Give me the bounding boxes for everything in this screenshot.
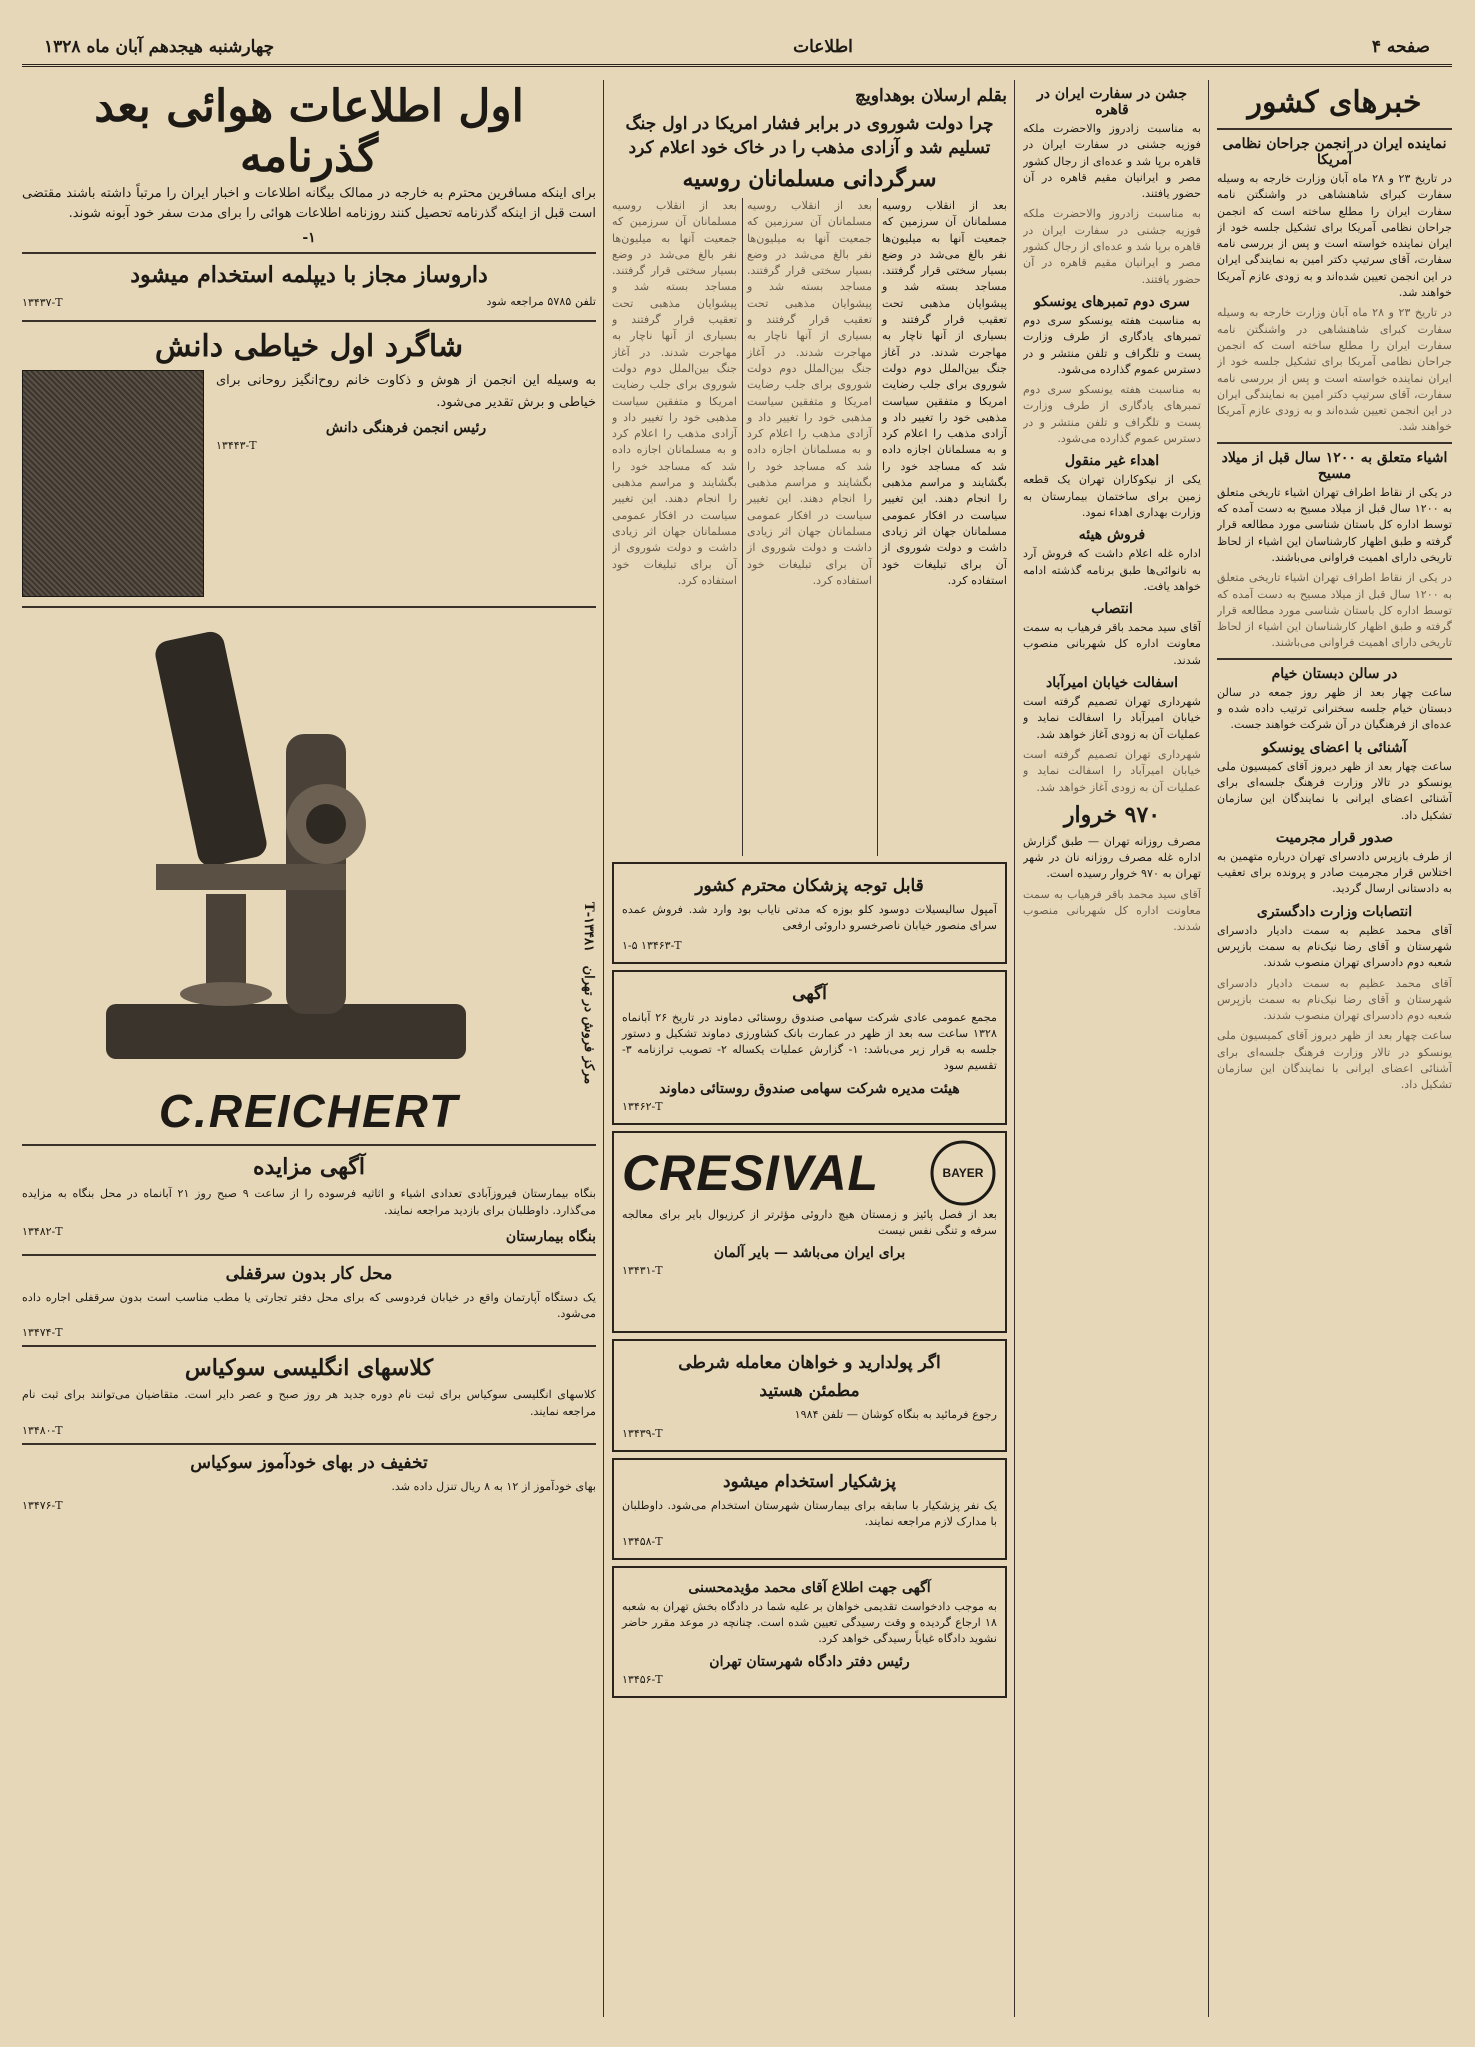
- story-title: اسفالت خیابان امیرآباد: [1046, 675, 1178, 692]
- article-text: بعد از انقلاب روسیه مسلمانان آن سرزمین که جمعیت آنها به میلیون‌ها نفر بالغ می‌شد در وضع بسیار سختی قرار گرفتند. مساجد بسته شد و پیشوایان مذهبی تحت تعقیب قرار گرفتند و بسیاری از آنها ناچار به مهاجرت شدند. در آغاز جنگ بین‌الملل دوم دولت شوروی برای جلب رضایت امریکا و متفقین سیاست مذهبی خود را تغییر داد و آزادی مذهب را اعلام کرد و به مسلمانان اجازه داده شد که مساجد خود را بگشایند و مراسم مذهبی را انجام دهند. این تغییر سیاست در افکار عمومی مسلمانان جهان اثر زیادی داشت و دولت شوروی از آن برای تبلیغات خود استفاده کرد.: [882, 199, 1007, 587]
- tailor-ad-code: ۱۳۴۴۳-T: [216, 439, 257, 453]
- office-ad-text: یک دستگاه آپارتمان واقع در خیابان فردوسی که برای محل دفتر تجارتی یا مطب مناسب است بدون سرقفلی اجاره داده می‌شود.: [22, 1290, 596, 1321]
- ad-text: به موجب دادخواست تقدیمی خواهان بر علیه شما در دادگاه بخش تهران به شعبه ۱۸ ارجاع گردیده و وقت رسیدگی تعیین شده است. چنانچه در موعد مقرر حاضر نشوید دادگاه غیاباً رسیدگی خواهد کرد.: [622, 1599, 997, 1646]
- story-title: صدور قرار مجرمیت: [1275, 829, 1394, 846]
- office-ad-title: محل کار بدون سرقفلی: [225, 1263, 393, 1284]
- story-text: مصرف روزانه تهران — طبق گزارش اداره غله مصرف روزانه نان در شهر تهران به ۹۷۰ خروار رسیده است.: [1023, 834, 1201, 881]
- airmail-intro: برای اینکه مسافرین محترم به خارجه در ممالک بیگانه اطلاعات و اخبار ایران را مرتباً داشته باشند مقتضی است قبل از اینکه گذرنامه تحصیل کنند روزنامه اطلاعات هوائی را برای مدت سفر خود آبونه شوند.: [22, 186, 596, 221]
- masthead: [22, 30, 1452, 67]
- story-title: اهداء غیر منقول: [1064, 453, 1160, 470]
- article-text: بعد از انقلاب روسیه مسلمانان آن سرزمین که جمعیت آنها به میلیون‌ها نفر بالغ می‌شد در وضع بسیار سختی قرار گرفتند. مساجد بسته شد و پیشوایان مذهبی تحت تعقیب قرار گرفتند و بسیاری از آنها ناچار به مهاجرت شدند. در آغاز جنگ بین‌الملل دوم دولت شوروی برای جلب رضایت امریکا و متفقین سیاست مذهبی خود را تغییر داد و آزادی مذهب را اعلام کرد و به مسلمانان اجازه داده شد که مساجد خود را بگشایند و مراسم مذهبی را انجام دهند. این تغییر سیاست در افکار عمومی مسلمانان جهان اثر زیادی داشت و دولت شوروی از آن برای تبلیغات خود استفاده کرد.: [612, 199, 737, 587]
- ad-text: آمپول سالیسیلات دوسود کلو بوزه که مدتی نایاب بود وارد شد. فروش عمده سرای منصور خیابان ناصرخسرو داروئی ارفعی: [622, 903, 997, 933]
- story-text: در تاریخ ۲۳ و ۲۸ ماه آبان وزارت خارجه به وسیله سفارت کبرای شاهنشاهی در واشنگتن نامه سفارت ایران را مطلع ساخته است که انجمن جراحان نظامی آمریکا برای تشکیل جلسه خود از ایران نماینده خواسته است و پس از بررسی نامه سفارت، آقای سرتیپ دکتر امین به نمایندگی ایران در این انجمن تعیین شده‌اند و به زودی عازم آمریکا خواهند شد.: [1217, 306, 1452, 434]
- ad-conditional-deal: [612, 1339, 1007, 1452]
- ad-medic-hiring: [612, 1458, 1007, 1560]
- microscope-caption: مرکز فروش در تهران: [581, 965, 596, 1085]
- ad-code: ۱-۵ ۱۳۴۶۳-T: [622, 938, 682, 952]
- english-class-ad-title: کلاسهای انگلیسی سوکیاس: [184, 1355, 434, 1382]
- ad-court-notice: [612, 1566, 1007, 1698]
- microscope-code: ۱۳۴۸۱-T: [581, 902, 596, 953]
- ad-cresival: [612, 1131, 1007, 1333]
- tailor-ad-signature: رئیس انجمن فرهنگی دانش: [325, 420, 487, 437]
- ad-code: ۱۳۴۵۸-T: [622, 1534, 663, 1548]
- article-subtitle: سرگردانی مسلمانان روسیه: [682, 166, 937, 192]
- english-class-ad-code: ۱۳۴۸۰-T: [22, 1424, 63, 1438]
- story-text: شهرداری تهران تصمیم گرفته است خیابان امیرآباد را اسفالت نماید و عملیات آن به زودی آغاز خواهد شد.: [1023, 695, 1201, 741]
- pharmacist-ad-code: ۱۳۴۳۷-T: [22, 296, 63, 309]
- story-title: ۹۷۰ خروار: [1063, 801, 1161, 828]
- reichert-microscope-ad: [22, 614, 596, 1084]
- english-class-ad-text: کلاسهای انگلیسی سوکیاس برای ثبت نام دوره جدید هر روز صبح و عصر دایر است. متقاضیان می‌توانند برای ثبت نام مراجعه نمایند.: [22, 1388, 596, 1418]
- column-domestic-news: [1217, 80, 1452, 2017]
- story-text: آقای سید محمد باقر فرهیاب به سمت معاونت اداره کل شهربانی منصوب شدند.: [1023, 887, 1201, 934]
- reichert-brand: C.REICHERT: [158, 1085, 460, 1138]
- microscope-illustration: [46, 614, 516, 1074]
- ad-text: یک نفر پزشکیار با سابقه برای بیمارستان شهرستان استخدام می‌شود. داوطلبان با مدارک لازم مراجعه نمایند.: [622, 1499, 997, 1529]
- airmail-headline: اول اطلاعات هوائی بعد گذرنامه: [94, 81, 524, 182]
- story-title: سری دوم تمبرهای یونسکو: [1034, 293, 1190, 310]
- story-title: در سالن دبستان خیام: [1271, 665, 1398, 682]
- section-headline: خبرهای کشور: [1247, 85, 1422, 120]
- story-text: در یکی از نقاط اطراف تهران اشیاء تاریخی متعلق به ۱۲۰۰ سال قبل از میلاد مسیح به دست آمده که توسط اداره کل باستان شناسی مورد مطالعه قرار گرفته و طبق اظهار کارشناسان این اشیاء از لحاظ تاریخی دارای اهمیت فراوانی می‌باشند.: [1217, 571, 1452, 650]
- story-text: ساعت چهار بعد از ظهر دیروز آقای کمیسیون ملی یونسکو در تالار وزارت فرهنگ جلسه‌ای برای آشنائی اعضای ایرانی با نمایندگان این سازمان تشکیل داد.: [1217, 1029, 1452, 1092]
- masthead-date: چهارشنبه هیجدهم آبان ماه ۱۳۲۸: [44, 37, 275, 57]
- story-text: ساعت چهار بعد از ظهر دیروز آقای کمیسیون ملی یونسکو در تالار وزارت فرهنگ جلسه‌ای برای آشنائی اعضای ایرانی با نمایندگان این سازمان تشکیل داد.: [1217, 759, 1452, 822]
- ad-title: قابل توجه پزشکان محترم کشور: [695, 876, 924, 896]
- ad-text: بعد از فصل پائیز و زمستان هیچ داروئی مؤثرتر از کرزیوال بایر برای معالجه سرفه و تنگی نفس نیست: [622, 1207, 997, 1238]
- ad-general-assembly: [612, 970, 1007, 1125]
- ad-signature: هیئت مدیره شرکت سهامی صندوق روستائی دماوند: [659, 1080, 960, 1097]
- ad-title: پزشکیار استخدام میشود: [722, 1472, 897, 1493]
- pharmacist-ad-text: تلفن ۵۷۸۵ مراجعه شود: [486, 295, 596, 308]
- story-title: نماینده ایران در انجمن جراحان نظامی آمریکا: [1222, 136, 1447, 168]
- story-text: در تاریخ ۲۳ و ۲۸ ماه آبان وزارت خارجه به وسیله سفارت کبرای شاهنشاهی در واشنگتن نامه سفارت ایران را مطلع ساخته است که انجمن جراحان نظامی آمریکا برای تشکیل جلسه خود از ایران نماینده خواسته است و پس از بررسی نامه سفارت، آقای سرتیپ دکتر امین به نمایندگی ایران در این انجمن تعیین شده‌اند و به زودی عازم آمریکا خواهند شد.: [1217, 172, 1452, 300]
- ad-signature: رئیس دفتر دادگاه شهرستان تهران: [709, 1653, 910, 1670]
- column-advertisements: [22, 80, 596, 2017]
- story-text: آقای محمد عظیم به سمت دادیار دادسرای شهرستان و آقای رضا نیک‌نام به سمت بازپرس شعبه دوم دادسرای تهران منصوب شدند.: [1217, 976, 1452, 1023]
- cresival-brand: CRESIVAL: [622, 1144, 880, 1201]
- article-text: بعد از انقلاب روسیه مسلمانان آن سرزمین که جمعیت آنها به میلیون‌ها نفر بالغ می‌شد در وضع بسیار سختی قرار گرفتند. مساجد بسته شد و پیشوایان مذهبی تحت تعقیب قرار گرفتند و بسیاری از آنها ناچار به مهاجرت شدند. در آغاز جنگ بین‌الملل دوم دولت شوروی برای جلب رضایت امریکا و متفقین سیاست مذهبی خود را تغییر داد و آزادی مذهب را اعلام کرد و به مسلمانان اجازه داده شد که مساجد خود را بگشایند و مراسم مذهبی را انجام دهند. این تغییر سیاست در افکار عمومی مسلمانان جهان اثر زیادی داشت و دولت شوروی از آن برای تبلیغات خود استفاده کرد.: [747, 199, 872, 587]
- article-body: [612, 198, 1007, 856]
- column-news-2: [1023, 80, 1201, 2017]
- auction-ad-signature: بنگاه بیمارستان: [505, 1228, 596, 1245]
- story-text: از طرف بازپرس دادسرای تهران درباره متهمین به اختلاس قرار مجرمیت صادر و پرونده برای تعقیب به دادستانی ارسال گردید.: [1217, 849, 1452, 896]
- story-text: یکی از نیکوکاران تهران یک قطعه زمین برای ساختمان بیمارستان به وزارت بهداری اهداء نمود.: [1023, 473, 1201, 519]
- story-title: آشنائی با اعضای یونسکو: [1262, 739, 1407, 756]
- story-text: به مناسبت زادروز والاحضرت ملکه فوزیه جشنی در سفارت ایران در قاهره برپا شد و عده‌ای از رجال کشور مصر و ایرانیان مقیم قاهره در آن حضور یافتند.: [1023, 122, 1201, 201]
- story-text: به مناسبت هفته یونسکو سری دوم تمبرهای یادگاری از طرف وزارت پست و تلگراف و تلفن منتشر و در دسترس عموم گذارده می‌شود.: [1023, 313, 1201, 376]
- column-feature-and-ads: [612, 80, 1007, 2017]
- bayer-logo-text: BAYER: [942, 1165, 984, 1180]
- byline: بقلم ارسلان بوهداویچ: [855, 86, 1007, 106]
- ad-code: ۱۳۴۵۶-T: [622, 1672, 663, 1686]
- ad-code: ۱۳۴۳۱-T: [622, 1264, 663, 1278]
- newspaper-page: [22, 22, 1452, 2027]
- tailor-ad-title: شاگرد اول خیاطی دانش: [154, 329, 464, 365]
- ad-title: آگهی جهت اطلاع آقای محمد مؤیدمحسنی: [688, 1579, 931, 1596]
- auction-ad-text: بنگاه بیمارستان فیروزآبادی تعدادی اشیاء و اثاثیه فرسوده را از ساعت ۹ صبح روز ۲۱ آبانماه در محل بنگاه به مزایده می‌گذارد. داوطلبان برای بازدید مراجعه نمایند.: [22, 1187, 596, 1217]
- bayer-cross-logo: [929, 1139, 997, 1207]
- story-text: در یکی از نقاط اطراف تهران اشیاء تاریخی متعلق به ۱۲۰۰ سال قبل از میلاد مسیح به دست آمده که توسط اداره کل باستان شناسی مورد مطالعه قرار گرفته و طبق اظهار کارشناسان این اشیاء از لحاظ تاریخی دارای اهمیت فراوانی می‌باشند.: [1217, 485, 1452, 564]
- ad-physicians: [612, 862, 1007, 964]
- pharmacist-ad-title: داروساز مجاز با دیپلمه استخدام میشود: [130, 262, 488, 288]
- portrait-photo: [22, 370, 204, 597]
- masthead-page-number: صفحه ۴: [1371, 37, 1430, 57]
- story-title: انتصابات وزارت دادگستری: [1256, 903, 1413, 920]
- masthead-newspaper-name: اطلاعات: [793, 37, 853, 57]
- ad-subtitle: مطمئن هستید: [759, 1380, 860, 1401]
- discount-ad-text: بهای خودآموز از ۱۲ به ۸ ریال تنزل داده شد.: [391, 1480, 596, 1494]
- story-title: انتصاب: [1091, 601, 1133, 618]
- story-text: شهرداری تهران تصمیم گرفته است خیابان امیرآباد را اسفالت نماید و عملیات آن به زودی آغاز خواهد شد.: [1023, 747, 1201, 794]
- discount-ad-code: ۱۳۴۷۶-T: [22, 1499, 63, 1513]
- ad-title: آگهی: [792, 983, 827, 1004]
- story-title: فروش هیئه: [1078, 527, 1146, 544]
- ad-text: مجمع عمومی عادی شرکت سهامی صندوق روستائی دماوند در تاریخ ۲۶ آبانماه ۱۳۲۸ ساعت سه بعد از ظهر در عمارت بانک کشاورزی دماوند تشکیل و دستور جلسه به قرار زیر می‌باشد: ۱- گزارش عملیات یکساله ۲- تصویب ترازنامه ۳- تقسیم سود: [622, 1010, 997, 1073]
- story-text: به مناسبت هفته یونسکو سری دوم تمبرهای یادگاری از طرف وزارت پست و تلگراف و تلفن منتشر و در دسترس عموم گذارده می‌شود.: [1023, 383, 1201, 446]
- story-text: به مناسبت زادروز والاحضرت ملکه فوزیه جشنی در سفارت ایران در قاهره برپا شد و عده‌ای از رجال کشور مصر و ایرانیان مقیم قاهره در آن حضور یافتند.: [1023, 207, 1201, 286]
- story-text: آقای سید محمد باقر فرهیاب به سمت معاونت اداره کل شهربانی منصوب شدند.: [1023, 621, 1201, 667]
- office-ad-code: ۱۳۴۷۴-T: [22, 1326, 63, 1340]
- auction-ad-code: ۱۳۴۸۲-T: [22, 1224, 63, 1238]
- story-title: جشن در سفارت ایران در قاهره: [1037, 86, 1187, 118]
- ad-code: ۱۳۴۶۲-T: [622, 1099, 663, 1113]
- article-title: چرا دولت شوروی در برابر فشار امریکا در اول جنگ تسلیم شد و آزادی مذهب را در خاک خود اعلام کرد: [625, 114, 994, 158]
- story-title: اشیاء متعلق به ۱۲۰۰ سال قبل از میلاد مسیح: [1221, 449, 1448, 482]
- ad-tagline: برای ایران می‌باشد — بایر آلمان: [713, 1245, 906, 1262]
- story-text: اداره غله اعلام داشت که فروش آرد به نانوائی‌ها طبق برنامه گذشته ادامه خواهد یافت.: [1023, 547, 1201, 593]
- story-text: آقای محمد عظیم به سمت دادیار دادسرای شهرستان و آقای رضا نیک‌نام به سمت بازپرس شعبه دوم دادسرای تهران منصوب شدند.: [1217, 923, 1452, 970]
- ad-title: اگر پولدارید و خواهان معامله شرطی: [678, 1352, 941, 1373]
- auction-ad-title: آگهی مزایده: [253, 1154, 365, 1181]
- airmail-notice: ۱-: [302, 230, 316, 246]
- ad-text: رجوع فرمائید به بنگاه کوشان — تلفن ۱۹۸۴: [794, 1407, 997, 1421]
- ad-code: ۱۳۴۳۹-T: [622, 1427, 663, 1441]
- tailor-ad-text: به وسیله این انجمن از هوش و ذکاوت خانم روح‌انگیز روحانی برای خیاطی و برش تقدیر می‌شود.: [216, 373, 596, 411]
- story-text: ساعت چهار بعد از ظهر روز جمعه در سالن دبستان خیام جلسه سخنرانی ترتیب داده شده و عده‌ای از فرهنگیان در آن شرکت خواهند جست.: [1217, 685, 1452, 732]
- discount-ad-title: تخفیف در بهای خودآموز سوکیاس: [190, 1453, 428, 1474]
